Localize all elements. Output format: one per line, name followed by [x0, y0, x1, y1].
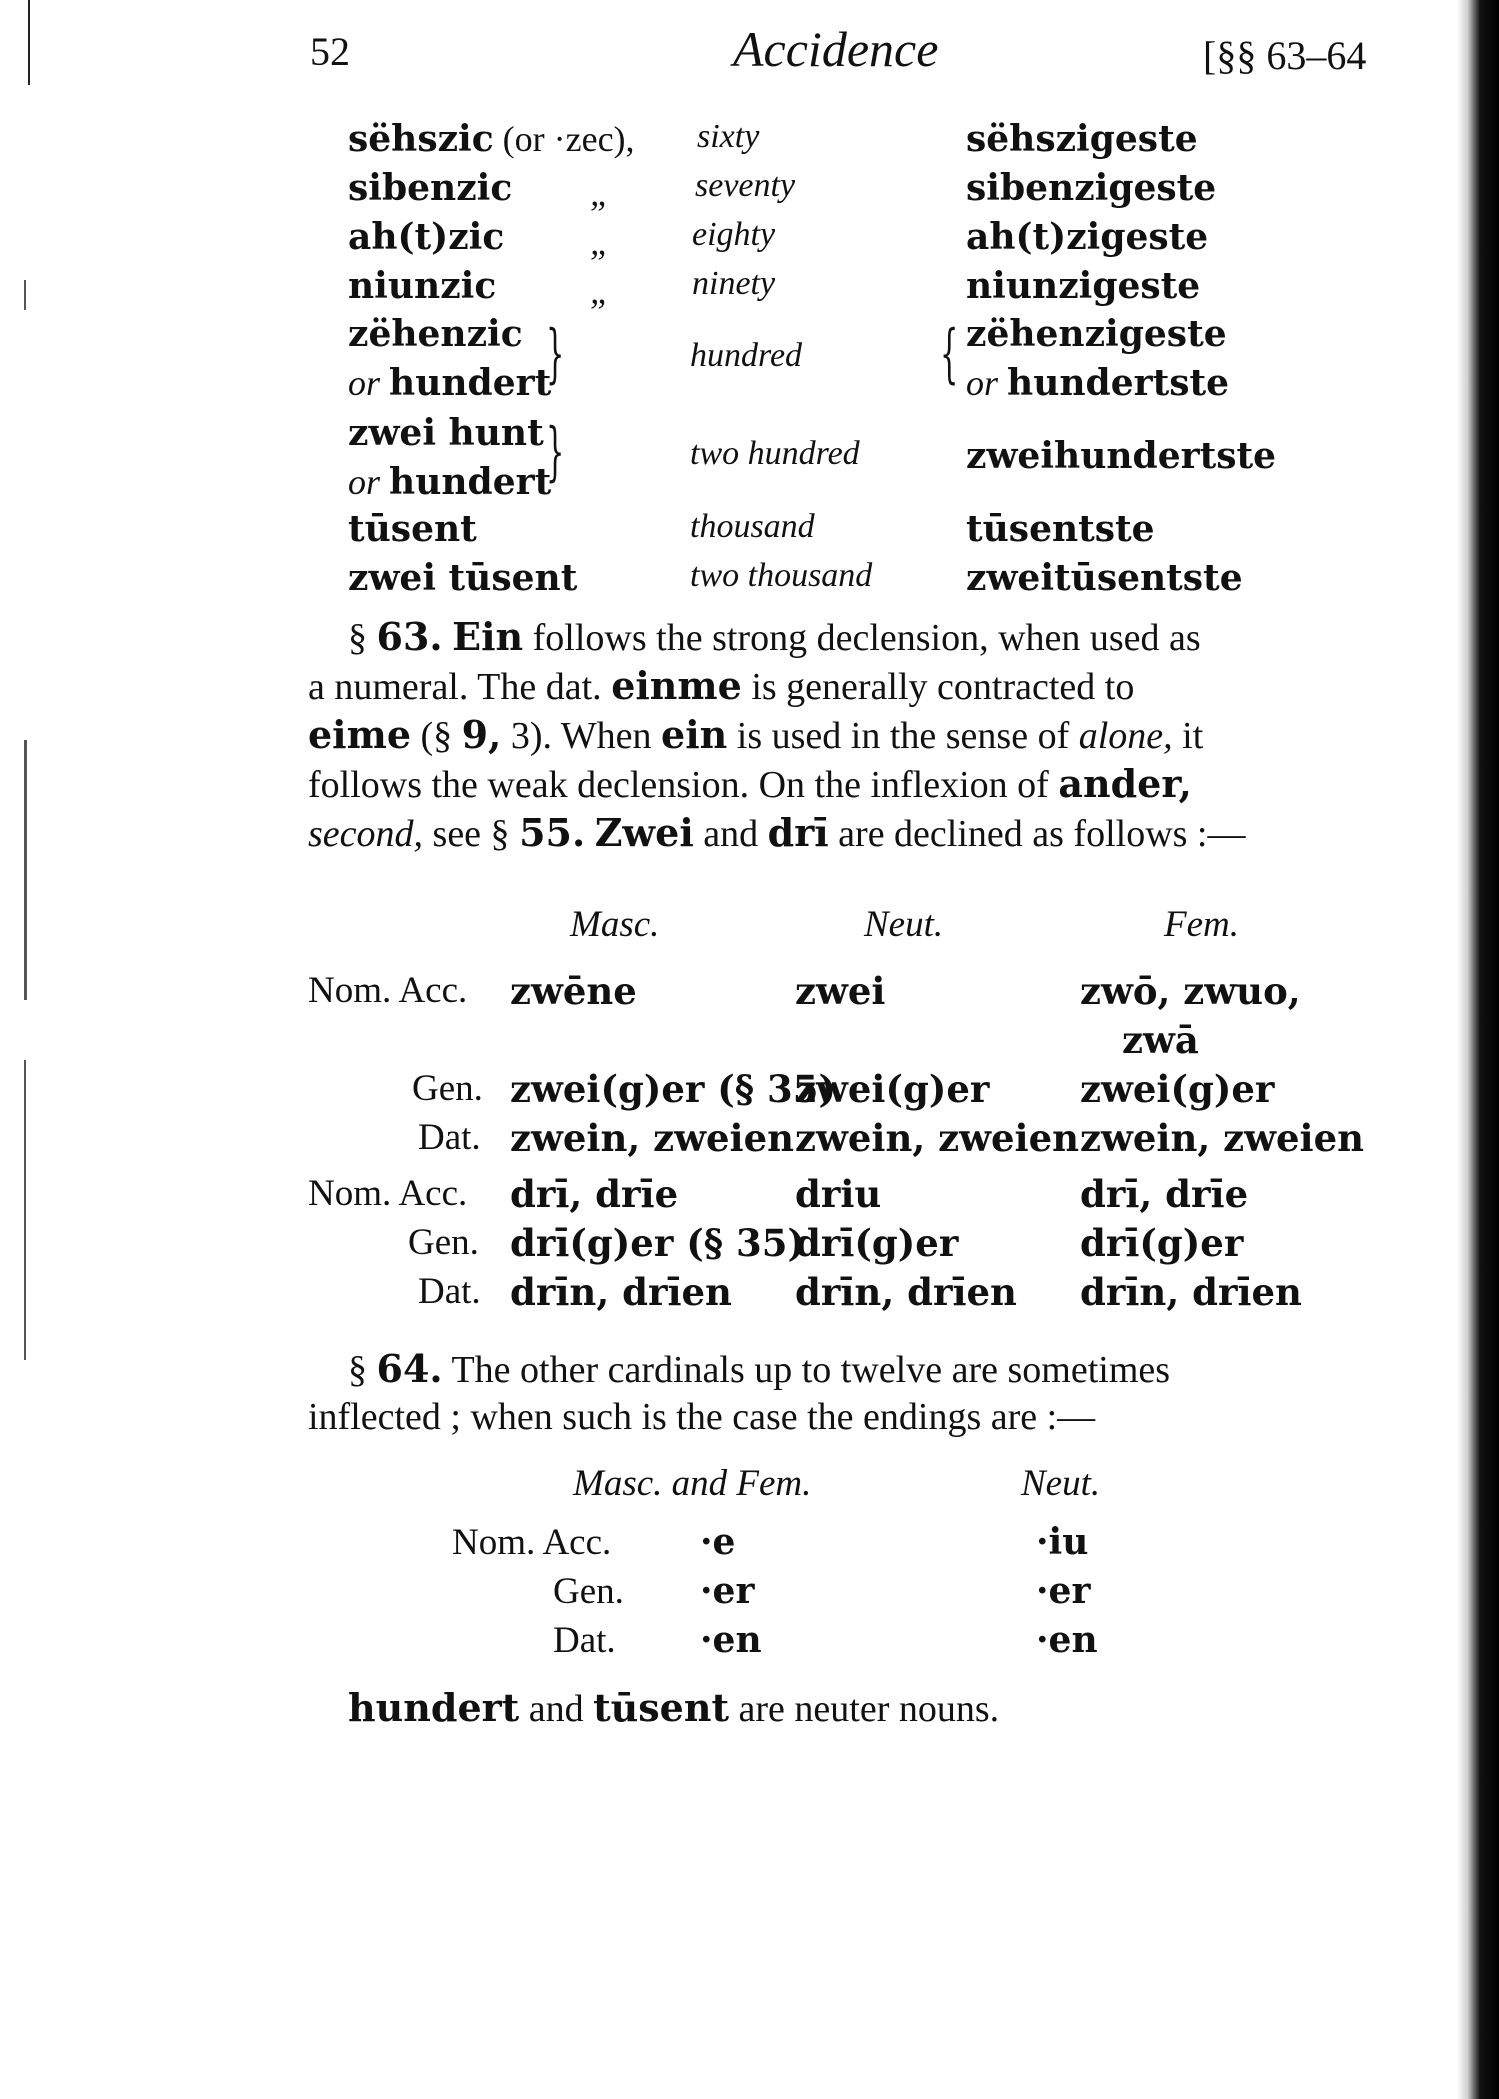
page-edge-shadow	[1457, 0, 1499, 2099]
paragraph-line: a numeral. The dat. einme is generally contracted to	[308, 663, 1135, 708]
paragraph-line: § 63. Ein follows the strong declension, when used as	[348, 614, 1201, 659]
masc-form: drī(g)er (§ 35)	[510, 1221, 805, 1265]
case-label: Gen.	[553, 1571, 624, 1612]
masc-form: zwein, zweien	[510, 1116, 795, 1160]
neut-form: zwei	[795, 969, 886, 1013]
fem-form: zwā	[1122, 1018, 1199, 1062]
ditto-mark: „	[590, 222, 611, 262]
left-brace: {	[940, 317, 959, 391]
numeral-word: zwei tūsent	[348, 557, 578, 599]
numeral-word-alt: or hundert	[348, 461, 552, 503]
numeral-gloss: thousand	[690, 508, 815, 545]
case-label: Nom. Acc.	[452, 1522, 612, 1563]
scan-speck	[24, 280, 26, 310]
numeral-word-alt: or hundert	[348, 362, 552, 404]
column-header-fem: Fem.	[1164, 904, 1239, 945]
numeral-ordinal: sëhszigeste	[966, 118, 1198, 160]
numeral-ordinal: tūsentste	[966, 508, 1155, 550]
fem-form: drīn, drīen	[1080, 1270, 1302, 1314]
case-label: Dat.	[553, 1620, 616, 1661]
numeral-ordinal: ah(t)zigeste	[966, 216, 1209, 258]
case-label: Dat.	[418, 1117, 481, 1158]
case-label: Gen.	[412, 1068, 483, 1109]
numeral-ordinal-alt: or hundertste	[966, 362, 1230, 404]
numeral-gloss: two hundred	[690, 435, 860, 472]
case-label: Gen.	[408, 1222, 479, 1263]
numeral-word: sëhszic (or ·zec),	[348, 118, 635, 160]
neut-form: driu	[795, 1172, 882, 1216]
numeral-word: zëhenzic	[348, 313, 523, 355]
paragraph-line: follows the weak declension. On the inflexion of ander,	[308, 761, 1192, 806]
closing-sentence: hundert and tūsent are neuter nouns.	[348, 1685, 1000, 1730]
masc-form: zwēne	[510, 969, 637, 1013]
numeral-gloss: two thousand	[690, 557, 873, 594]
column-header-neut: Neut.	[1021, 1463, 1101, 1504]
ending-neut: ·en	[1036, 1619, 1098, 1661]
ditto-mark: „	[590, 173, 611, 213]
ending-masc-fem: ·er	[700, 1570, 755, 1612]
ending-masc-fem: ·en	[700, 1619, 762, 1661]
numeral-ordinal: zëhenzigeste	[966, 313, 1227, 355]
numeral-gloss: eighty	[692, 216, 776, 253]
column-header-masc: Masc.	[570, 904, 660, 945]
neut-form: drī(g)er	[795, 1221, 959, 1265]
numeral-word: sibenzic	[348, 167, 513, 209]
paragraph-line: § 64. The other cardinals up to twelve are sometimes	[348, 1346, 1171, 1391]
numeral-gloss: seventy	[695, 167, 796, 204]
fem-form: zwō, zwuo,	[1080, 969, 1301, 1013]
numeral-gloss: ninety	[692, 265, 776, 302]
neut-form: drīn, drīen	[795, 1270, 1017, 1314]
ending-neut: ·er	[1036, 1570, 1091, 1612]
case-label: Nom. Acc.	[308, 1173, 468, 1214]
page-edge-line	[28, 0, 30, 85]
fem-form: drī(g)er	[1080, 1221, 1244, 1265]
right-brace: }	[546, 415, 565, 489]
scan-speck	[24, 1060, 26, 1360]
paragraph-line: second, see § 55. Zwei and drī are declined as follows :—	[308, 810, 1246, 855]
numeral-ordinal: sibenzigeste	[966, 167, 1217, 209]
section-reference: [§§ 63–64	[1203, 33, 1367, 78]
numeral-gloss: hundred	[690, 337, 803, 374]
paragraph-line: inflected ; when such is the case the endings are :—	[308, 1396, 1096, 1438]
fem-form: zwei(g)er	[1080, 1067, 1275, 1111]
numeral-word: zwei hunt	[348, 412, 544, 454]
page-number: 52	[310, 29, 350, 74]
neut-form: zwei(g)er	[795, 1067, 990, 1111]
numeral-word: ah(t)zic	[348, 216, 505, 258]
column-header-neut: Neut.	[864, 904, 944, 945]
right-brace: }	[546, 317, 565, 391]
case-label: Dat.	[418, 1271, 481, 1312]
fem-form: zwein, zweien	[1080, 1116, 1365, 1160]
numeral-word: tūsent	[348, 508, 477, 550]
case-label: Nom. Acc.	[308, 970, 468, 1011]
neut-form: zwein, zweien	[795, 1116, 1080, 1160]
numeral-word: niunzic	[348, 265, 497, 307]
running-title: Accidence	[733, 21, 939, 77]
ending-masc-fem: ·e	[700, 1521, 736, 1563]
paragraph-line: eime (§ 9, 3). When ein is used in the sense of alone, it	[308, 712, 1204, 757]
ditto-mark: „	[590, 271, 611, 311]
numeral-gloss: sixty	[697, 118, 760, 155]
numeral-ordinal: niunzigeste	[966, 265, 1201, 307]
masc-form: drī, drīe	[510, 1172, 679, 1216]
numeral-ordinal: zweihundertste	[966, 435, 1277, 477]
scan-speck	[24, 740, 27, 1000]
masc-form: zwei(g)er (§ 35)	[510, 1067, 836, 1111]
numeral-ordinal: zweitūsentste	[966, 557, 1243, 599]
masc-form: drīn, drīen	[510, 1270, 732, 1314]
column-header-masc-fem: Masc. and Fem.	[573, 1463, 812, 1504]
fem-form: drī, drīe	[1080, 1172, 1249, 1216]
ending-neut: ·iu	[1036, 1521, 1089, 1563]
